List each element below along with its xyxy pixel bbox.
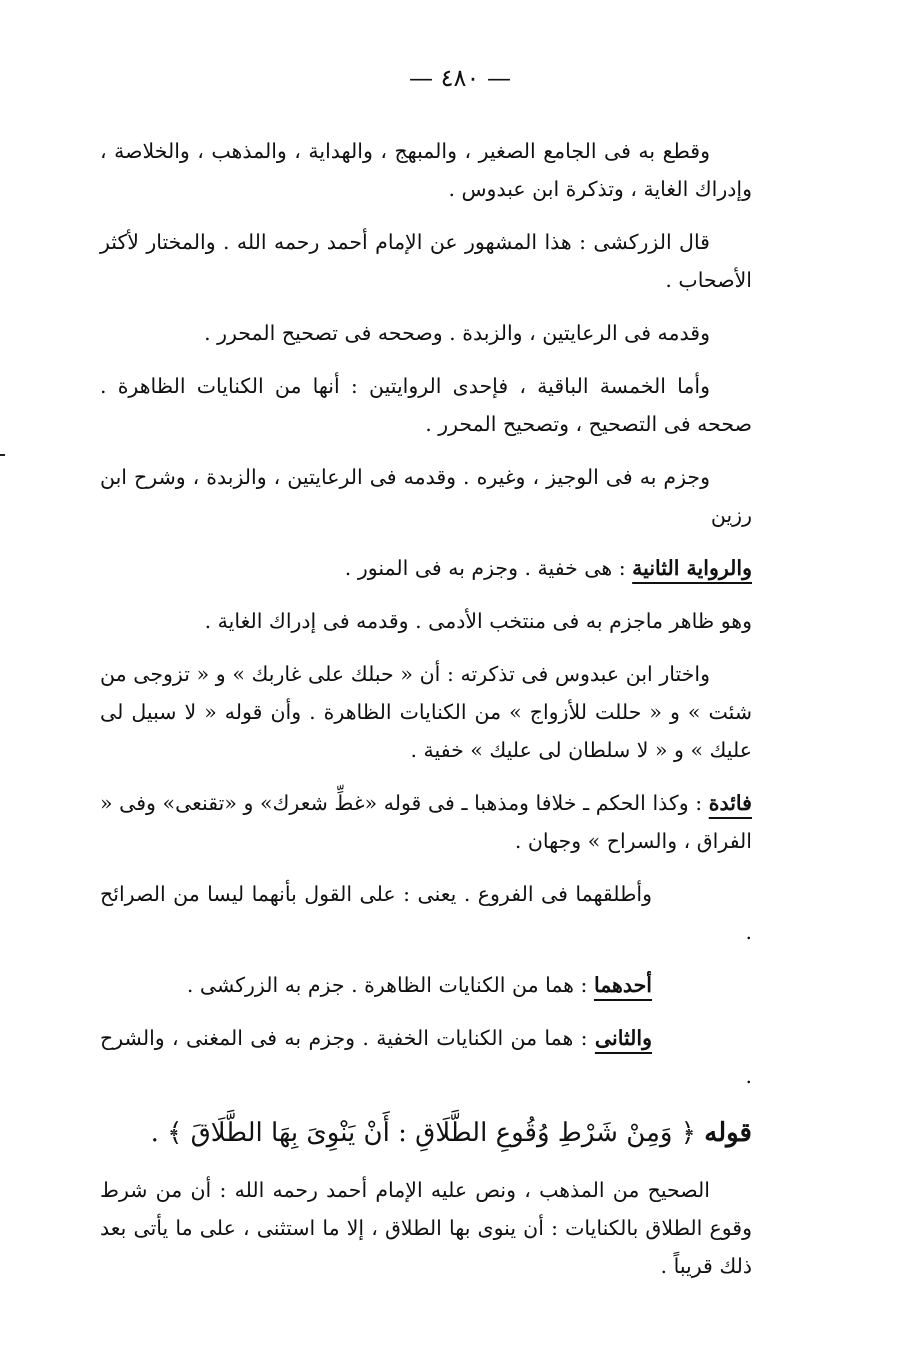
paragraph-text: : هما من الكنايات الظاهرة . جزم به الزركشى .: [186, 973, 588, 997]
paragraph: [100, 1019, 752, 1095]
paragraph: [100, 602, 752, 640]
paragraph-text: واختار ابن عبدوس فى تذكرته : أن « حبلك على غاربك » و « تزوجى من شئت » و « حللت للأزواج » من الكنايات الظاهرة . وأن قوله « لا سبيل لى عليك » و « لا سلطان لى عليك » خفية .: [100, 662, 752, 762]
paragraph-lead-word: قوله: [704, 1118, 752, 1148]
paragraph-text: وأما الخمسة الباقية ، فإحدى الروايتين : أنها من الكنايات الظاهرة . صححه فى التصحيح ، وتصحيح المحرر .: [100, 374, 752, 436]
paragraph-lead-word: والرواية الثانية: [632, 556, 752, 580]
paragraph: [100, 784, 752, 860]
paragraph: [100, 458, 752, 534]
paragraph-text: : هى خفية . وجزم به فى المنور .: [344, 556, 626, 580]
paragraph: [100, 223, 752, 299]
body-text: [100, 132, 752, 1300]
quoted-verse-line: [100, 1110, 752, 1156]
paragraph: [100, 966, 752, 1004]
paragraph-text: وقطع به فى الجامع الصغير ، والمبهج ، والهداية ، والمذهب ، والخلاصة ، وإدراك الغاية ، وتذكرة ابن عبدوس .: [100, 139, 752, 201]
paragraph-lead-word: أحدهما: [593, 973, 652, 997]
paragraph: [100, 549, 752, 587]
paragraph-text: وجزم به فى الوجيز ، وغيره . وقدمه فى الرعايتين ، والزبدة ، وشرح ابن رزين: [100, 465, 752, 527]
paragraph-text: قال الزركشى : هذا المشهور عن الإمام أحمد رحمه الله . والمختار لأكثر الأصحاب .: [100, 230, 752, 292]
paragraph-text: وقدمه فى الرعايتين ، والزبدة . وصححه فى تصحيح المحرر .: [204, 321, 710, 345]
paragraph-lead-word: والثانى: [594, 1026, 652, 1050]
paragraph: [100, 132, 752, 208]
page-number: — ٤٨٠ —: [409, 64, 511, 92]
paragraph: [100, 1171, 752, 1285]
paragraph-text: وأطلقهما فى الفروع . يعنى : على القول بأنهما ليسا من الصرائح .: [100, 882, 752, 944]
paragraph-lead-word: فائدة: [708, 791, 752, 815]
margin-tick-mark: [0, 454, 5, 456]
paragraph: [100, 367, 752, 443]
paragraph-text: وهو ظاهر ماجزم به فى منتخب الأدمى . وقدمه فى إدراك الغاية .: [204, 609, 752, 633]
paragraph-text: : وكذا الحكم ـ خلافا ومذهبا ـ فى قوله «غطِّ شعرك» و «تقنعى» وفى « الفراق ، والسراح » وجهان .: [100, 791, 752, 853]
quoted-text: ﴿ وَمِنْ شَرْطِ وُقُوعِ الطَّلَاقِ : أَنْ يَنْوِىَ بِهَا الطَّلَاقَ ﴾ .: [150, 1118, 696, 1148]
paragraph: [100, 314, 752, 352]
paragraph: [100, 655, 752, 769]
paragraph: [100, 875, 752, 951]
paragraph-text: الصحيح من المذهب ، ونص عليه الإمام أحمد رحمه الله : أن من شرط وقوع الطلاق بالكنايات : أن ينوى بها الطلاق ، إلا ما استثنى ، على ما يأتى بعد ذلك قريباً .: [100, 1178, 752, 1278]
paragraph-text: : هما من الكنايات الخفية . وجزم به فى المغنى ، والشرح .: [100, 1026, 752, 1088]
